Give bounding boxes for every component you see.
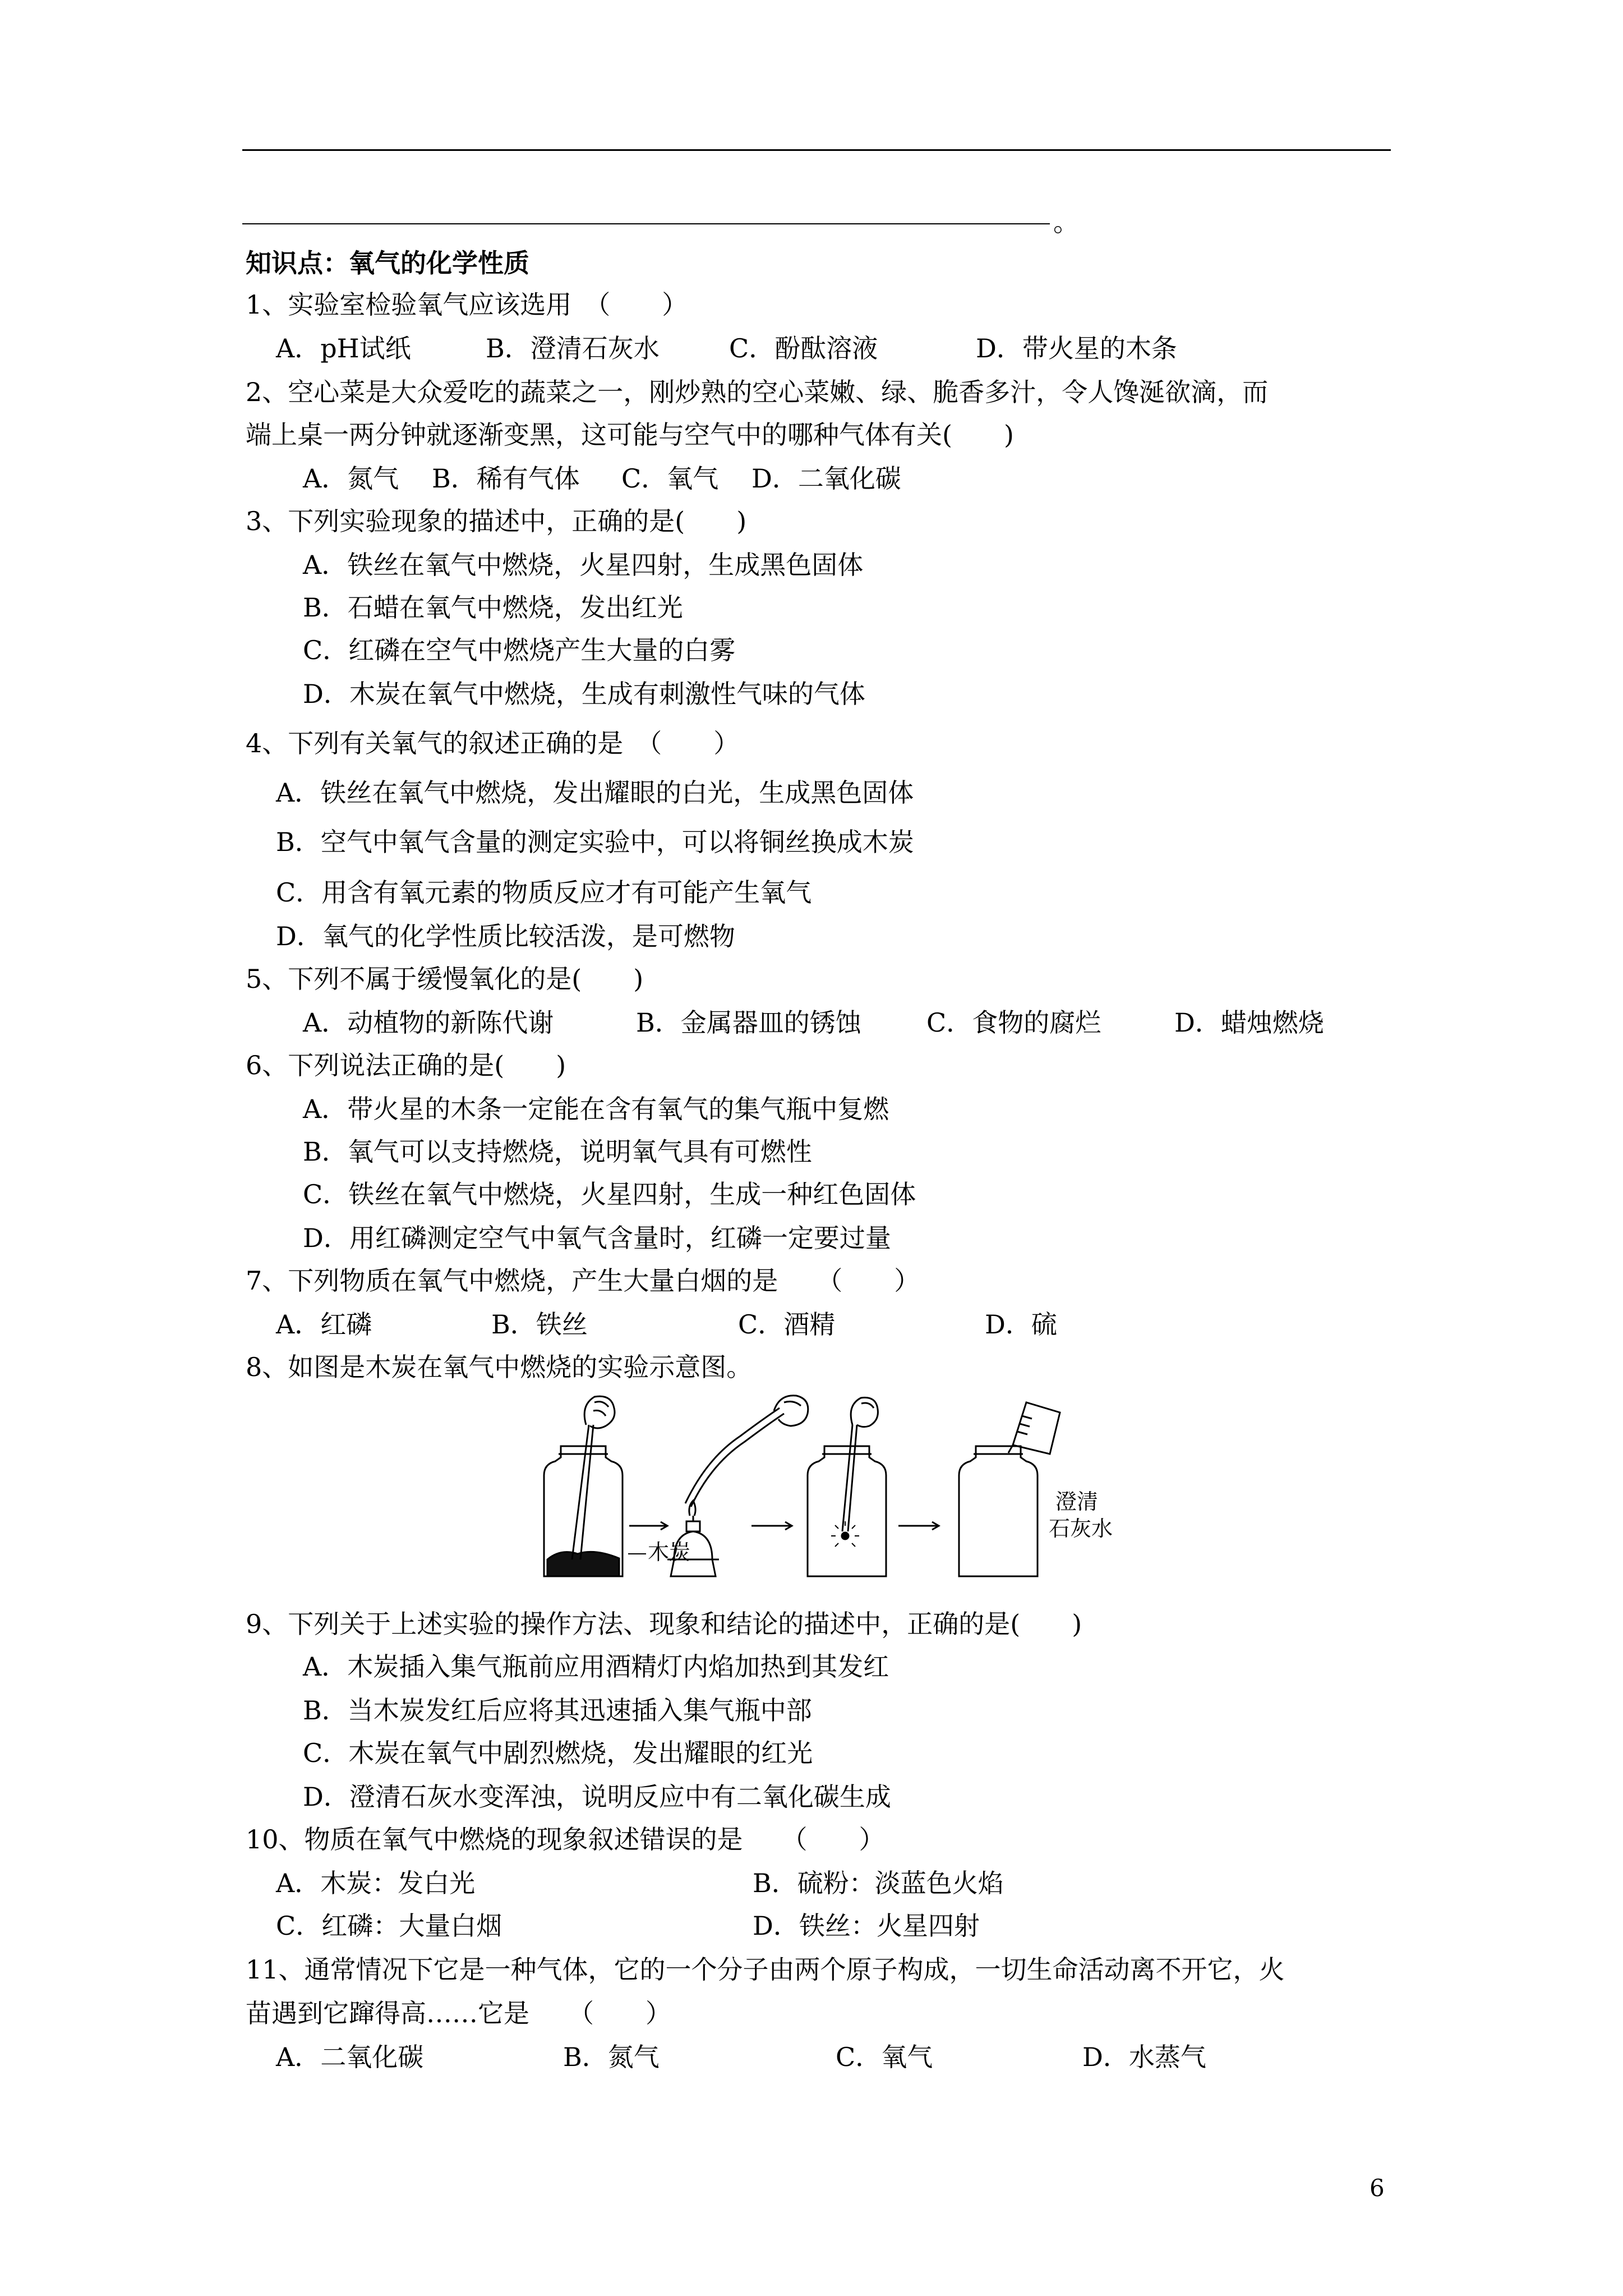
question-3-stem: 3、下列实验现象的描述中，正确的是( ) xyxy=(246,506,747,536)
section-heading: 知识点：氧气的化学性质 xyxy=(246,248,529,278)
question-2-stem: 2、空心菜是大众爱吃的蔬菜之一，刚炒熟的空心菜嫩、绿、脆香多汁，令人馋涎欲滴，而 xyxy=(246,377,1269,407)
question-6-option-d: D．用红磷测定空气中氧气含量时，红磷一定要过量 xyxy=(303,1223,891,1253)
label-clear: 澄清 xyxy=(1055,1489,1099,1514)
question-1-option-b: B．澄清石灰水 xyxy=(486,333,660,364)
question-9-stem: 9、下列关于上述实验的操作方法、现象和结论的描述中，正确的是( ) xyxy=(246,1609,1082,1639)
question-7-option-a: A．红磷 xyxy=(276,1309,372,1340)
question-1-option-c: C．酚酞溶液 xyxy=(729,333,878,364)
question-9-option-b: B．当木炭发红后应将其迅速插入集气瓶中部 xyxy=(303,1695,812,1726)
page-number: 6 xyxy=(1370,2174,1385,2202)
question-4-option-a: A．铁丝在氧气中燃烧，发出耀眼的白光，生成黑色固体 xyxy=(276,777,914,808)
question-4-stem: 4、下列有关氧气的叙述正确的是 （ ） xyxy=(246,728,740,758)
question-11-option-d: D．水蒸气 xyxy=(1082,2042,1206,2072)
question-2-option-a: A．氮气 xyxy=(303,463,399,494)
question-6-option-b: B．氧气可以支持燃烧，说明氧气具有可燃性 xyxy=(303,1137,812,1167)
alcohol-lamp-icon xyxy=(667,1501,719,1576)
question-1-option-d: D．带火星的木条 xyxy=(976,333,1177,364)
question-6-option-c: C．铁丝在氧气中燃烧，火星四射，生成一种红色固体 xyxy=(303,1179,916,1209)
question-3-option-b: B．石蜡在氧气中燃烧，发出红光 xyxy=(303,592,683,623)
jar-burning-charcoal xyxy=(808,1397,886,1576)
hand-with-tongs-icon xyxy=(572,1396,615,1559)
question-9-option-d: D．澄清石灰水变浑浊，说明反应中有二氧化碳生成 xyxy=(303,1782,891,1812)
header-rule xyxy=(242,149,1391,151)
question-1-option-a: A．pH试纸 xyxy=(276,333,411,364)
answer-blank-line xyxy=(242,223,1050,224)
question-2-stem-cont: 端上桌一两分钟就逐渐变黑，这可能与空气中的哪种气体有关( ) xyxy=(246,420,1014,450)
question-5-stem: 5、下列不属于缓慢氧化的是( ) xyxy=(246,964,644,994)
question-4-option-d: D．氧气的化学性质比较活泼，是可燃物 xyxy=(276,921,735,951)
question-10-option-d: D．铁丝：火星四射 xyxy=(753,1911,980,1941)
question-3-option-c: C．红磷在空气中燃烧产生大量的白雾 xyxy=(303,635,736,665)
question-2-option-b: B．稀有气体 xyxy=(432,463,580,494)
question-6-option-a: A．带火星的木条一定能在含有氧气的集气瓶中复燃 xyxy=(303,1094,889,1124)
question-2-option-c: C．氧气 xyxy=(621,463,719,494)
question-11-stem: 11、通常情况下它是一种气体，它的一个分子由两个原子构成，一切生命活动离不开它，火 xyxy=(246,1954,1285,1985)
question-5-option-b: B．金属器皿的锈蚀 xyxy=(636,1007,861,1038)
question-1-stem: 1、实验室检验氧气应该选用 （ ） xyxy=(246,289,688,320)
question-6-stem: 6、下列说法正确的是( ) xyxy=(246,1050,566,1080)
question-11-option-b: B．氮气 xyxy=(563,2042,660,2072)
question-10-option-c: C．红磷：大量白烟 xyxy=(276,1911,502,1941)
arrow-2-icon xyxy=(751,1522,792,1530)
question-11-stem-cont: 苗遇到它蹿得高……它是 （ ） xyxy=(246,1998,671,2028)
label-charcoal: 木炭 xyxy=(648,1540,691,1565)
question-5-option-c: C．食物的腐烂 xyxy=(926,1007,1101,1038)
question-4-option-c: C．用含有氧元素的物质反应才有可能产生氧气 xyxy=(276,877,812,908)
arrow-1-icon xyxy=(629,1522,667,1530)
question-8-stem: 8、如图是木炭在氧气中燃烧的实验示意图。 xyxy=(246,1352,753,1382)
hand-heating-charcoal-icon xyxy=(685,1396,808,1507)
question-5-option-d: D．蜡烛燃烧 xyxy=(1174,1007,1324,1038)
question-3-option-d: D．木炭在氧气中燃烧，生成有刺激性气味的气体 xyxy=(303,679,865,709)
question-7-option-c: C．酒精 xyxy=(738,1309,836,1340)
blank-period: 。 xyxy=(1053,207,1079,237)
question-9-option-a: A．木炭插入集气瓶前应用酒精灯内焰加热到其发红 xyxy=(303,1651,889,1682)
question-11-option-c: C．氧气 xyxy=(836,2042,933,2072)
question-4-option-b: B．空气中氧气含量的测定实验中，可以将铜丝换成木炭 xyxy=(276,827,914,857)
arrow-3-icon xyxy=(898,1522,939,1530)
charcoal-combustion-figure xyxy=(527,1391,1155,1588)
beaker-pouring-icon xyxy=(1008,1402,1060,1454)
jar-with-limewater xyxy=(959,1446,1038,1576)
question-7-option-d: D．硫 xyxy=(985,1309,1057,1340)
question-5-option-a: A．动植物的新陈代谢 xyxy=(303,1007,554,1038)
charcoal-pile-icon xyxy=(547,1552,619,1576)
label-limewater: 石灰水 xyxy=(1049,1516,1113,1541)
question-10-stem: 10、物质在氧气中燃烧的现象叙述错误的是 （ ） xyxy=(246,1824,885,1855)
question-10-option-b: B．硫粉：淡蓝色火焰 xyxy=(753,1868,1004,1898)
question-3-option-a: A．铁丝在氧气中燃烧，火星四射，生成黑色固体 xyxy=(303,550,864,580)
question-2-option-d: D．二氧化碳 xyxy=(751,463,901,494)
question-9-option-c: C．木炭在氧气中剧烈燃烧，发出耀眼的红光 xyxy=(303,1738,813,1768)
question-11-option-a: A．二氧化碳 xyxy=(276,2042,424,2072)
question-7-stem: 7、下列物质在氧气中燃烧，产生大量白烟的是 （ ） xyxy=(246,1266,920,1296)
question-10-option-a: A．木炭：发白光 xyxy=(276,1868,476,1898)
question-7-option-b: B．铁丝 xyxy=(491,1309,588,1340)
